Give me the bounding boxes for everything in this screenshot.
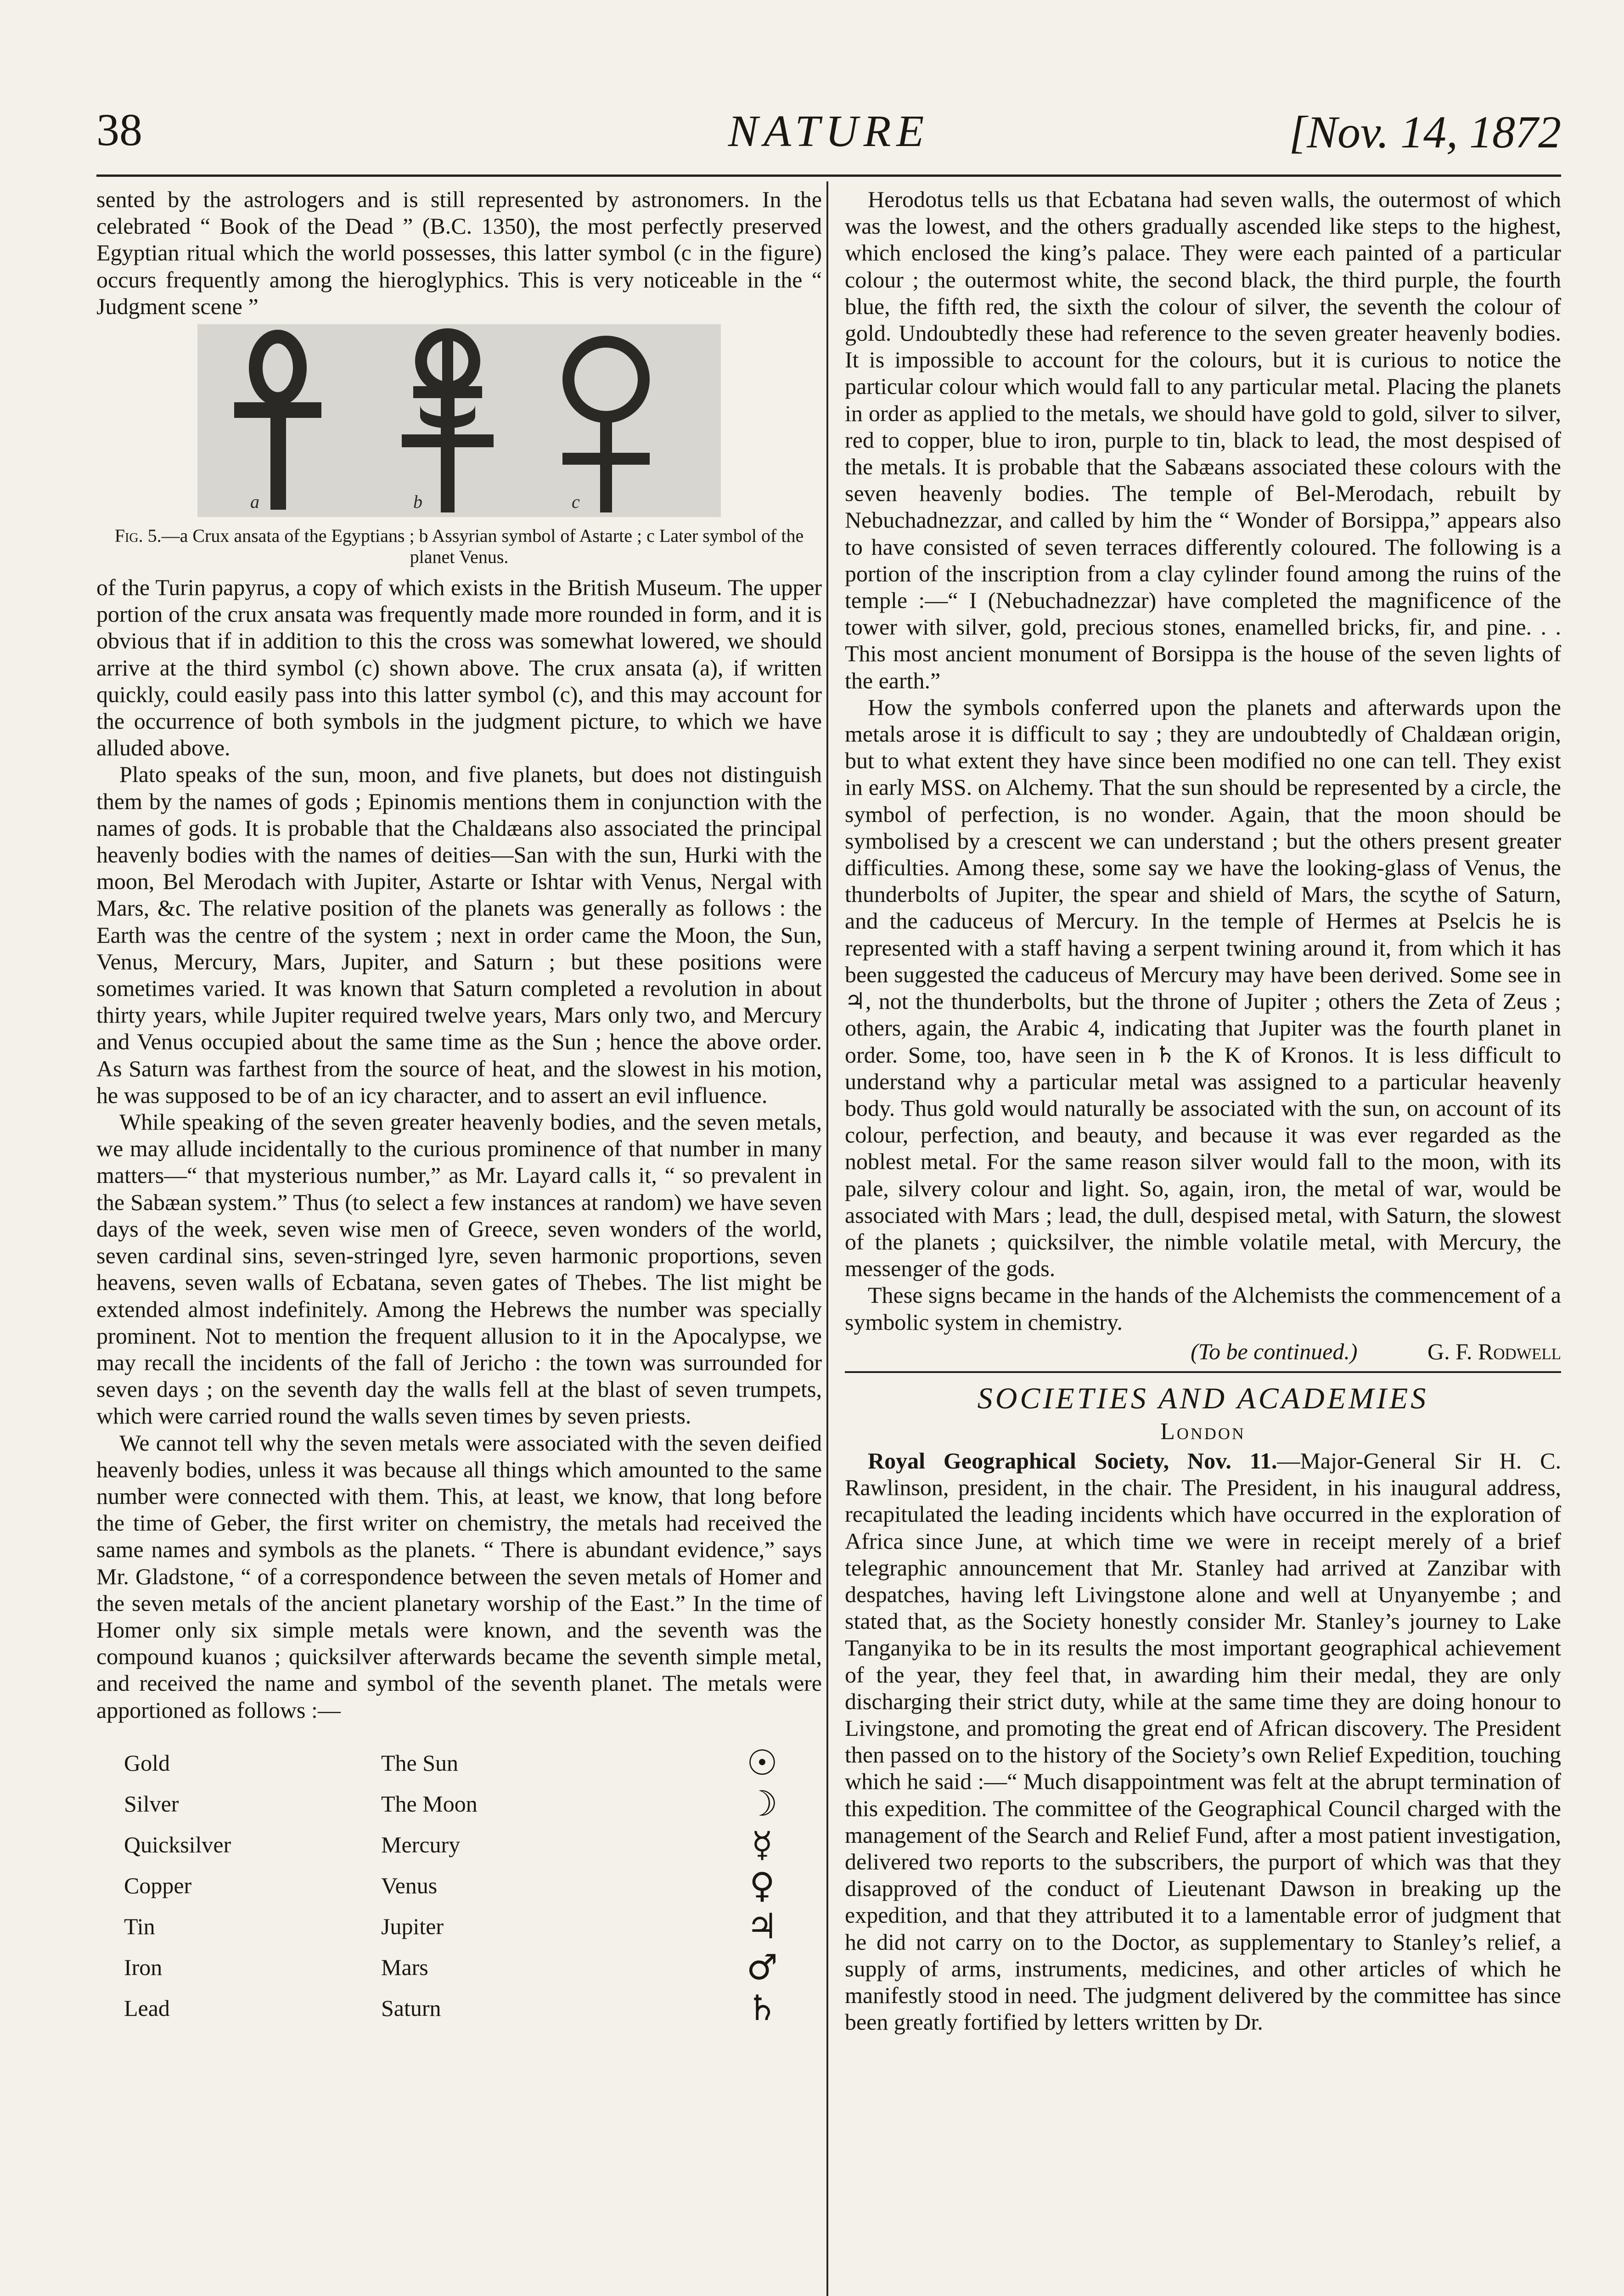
figure-5-illustration: [197, 324, 721, 517]
astarte-symbol: [402, 334, 494, 512]
jupiter-symbol-icon: ♃: [746, 1906, 778, 1947]
society-name: Royal Geographical Society, Nov. 11.: [868, 1447, 1277, 1474]
metal-cell: Copper: [124, 1873, 192, 1899]
article-signature: [845, 1338, 1561, 1365]
table-row: [124, 1906, 822, 1947]
table-row: [124, 1824, 822, 1865]
venus-symbol: [562, 342, 650, 512]
venus-symbol-icon: ♀: [749, 1865, 775, 1906]
society-report: [845, 1447, 1561, 2035]
table-row: [124, 1988, 822, 2029]
fig-label-c: c: [572, 491, 580, 512]
paragraph: sented by the astrologers and is still represented by astronomers. In the celebrated “ Book of the Dead ” (B.C. 1350), the most perfectly preserved Egyptian ritual which the world possesses, this latter symbol (c in the figure) occurs frequently among the hieroglyphics. This is very noticeable in the “ Judgment scene ”: [96, 186, 822, 319]
page-number: 38: [96, 104, 142, 155]
table-row: [124, 1865, 822, 1906]
right-column: [845, 186, 1561, 2035]
paragraph: While speaking of the seven greater heavenly bodies, and the seven metals, we may allude incidentally to the curious prominence of that number in many matters—“ that mysterious number,” as Mr. Layard calls it, “ so prevalent in the Sabæan system.” Thus (to select a few instances at random) we have seven days of the week, seven wise men of Greece, seven wonders of the world, seven cardinal sins, seven-stringed lyre, seven harmonic proportions, seven heavens, seven walls of Ecbatana, seven gates of Thebes. The list might be extended almost indefinitely. Among the Hebrews the number was specially prominent. Not to mention the frequent allusion to it in the Apocalypse, we may recall the incidents of the fall of Jericho : the town was surrounded for seven days ; on the seventh day the walls fell at the blast of seven trumpets, which were carried round the walls seven times by seven priests.: [96, 1109, 822, 1429]
page-header: [96, 103, 1561, 168]
journal-title: NATURE: [728, 107, 930, 156]
metal-cell: Gold: [124, 1750, 170, 1776]
planet-cell: Saturn: [381, 1995, 441, 2021]
saturn-symbol-icon: ♄: [746, 1987, 778, 2029]
metal-cell: Silver: [124, 1791, 179, 1817]
metal-cell: Quicksilver: [124, 1832, 231, 1858]
section-subtitle: London: [1160, 1418, 1246, 1445]
mars-symbol-icon: ♂: [746, 1947, 778, 1988]
table-row: [124, 1784, 822, 1824]
figure-caption: [96, 525, 822, 568]
figure-number: Fig. 5.: [114, 525, 162, 546]
section-rule: [845, 1371, 1561, 1373]
planet-cell: The Sun: [381, 1750, 459, 1776]
metal-cell: Lead: [124, 1995, 170, 2021]
mercury-symbol-icon: ☿: [751, 1824, 773, 1865]
fig-label-b: b: [413, 491, 422, 512]
table-row: [124, 1743, 822, 1784]
metal-cell: Tin: [124, 1913, 155, 1940]
planet-cell: Jupiter: [381, 1913, 444, 1940]
metal-cell: Iron: [124, 1954, 163, 1981]
paragraph: These signs became in the hands of the Alchemists the commencement of a symbolic system in chemistry.: [845, 1282, 1561, 1335]
figure-5: [197, 324, 721, 517]
column-divider: [826, 181, 828, 2296]
table-row: [124, 1947, 822, 1988]
society-report-text: —Major-General Sir H. C. Rawlinson, president, in the chair. The President, in his inaugural address, recapitulated the leading incidents which have occurred in the exploration of Africa since June, at which time we were in receipt merely of a brief telegraphic announcement that Mr. Stanley had arrived at Zanzibar with despatches, having left Livingstone alone and well at Unyanyembe ; and stated that, as the Society honestly consider Mr. Stanley’s journey to Lake Tanganyika to be in its results the most important geographical achievement of the year, they feel that, in awarding him their medal, they are only discharging their strict duty, while at the same time they are doing honour to Livingstone, and promoting the great end of African discovery. The President then passed on to the history of the Society’s own Relief Expedition, touching which he said :—“ Much disappointment was felt at the abrupt termination of this expedition. The committee of the Geographical Council charged with the management of the Search and Relief Fund, after a most patient investigation, delivered two reports to the subscribers, the purport of which was that they disapproved of the conduct of Lieutenant Dawson in breaking up the expedition, and that they attributed it to a lamentable error of judgment that he did not carry on to the Doctor, as supplementary to Stanley’s relief, a supply of arms, instruments, medicines, and other articles of which he manifestly stood in need. The judgment delivered by the committee has since been greatly fortified by letters written by Dr.: [845, 1447, 1561, 2035]
paragraph: How the symbols conferred upon the planets and afterwards upon the metals arose it is difficult to say ; they are undoubtedly of Chaldæan origin, but to what extent they have since been modified no one can tell. They exist in early MSS. on Alchemy. That the sun should be represented by a circle, the symbol of perfection, is no wonder. Again, that the moon should be symbolised by a crescent we can understand ; but the others present greater difficulties. Among these, some say we have the looking-glass of Venus, the thunderbolts of Jupiter, the spear and shield of Mars, the scythe of Saturn, and the caduceus of Mercury. In the temple of Hermes at Pselcis he is represented with a staff having a serpent twining around it, from which it has been suggested the caduceus of Mercury may have been derived. Some see in ♃, not the thunderbolts, but the throne of Jupiter ; others the Zeta of Zeus ; others, again, the Arabic 4, indicating that Jupiter was the fourth planet in order. Some, too, have seen in ♄ the K of Kronos. It is less difficult to understand why a particular metal was assigned to a particular heavenly body. Thus gold would naturally be associated with the sun, on account of its colour, perfection, and beauty, and because it was ever regarded as the noblest metal. For the same reason silver would fall to the moon, with its pale, silvery colour and light. So, again, iron, the metal of war, would be associated with Mars ; lead, the dull, despised metal, with Saturn, the slowest of the planets ; quicksilver, the nimble volatile metal, with Mercury, the messenger of the gods.: [845, 694, 1561, 1282]
left-column: [96, 186, 822, 2029]
fig-label-a: a: [250, 491, 259, 512]
header-rule: [96, 174, 1561, 177]
planet-cell: Mercury: [381, 1832, 461, 1858]
paragraph: Herodotus tells us that Ecbatana had seven walls, the outermost of which was the lowest, and the others gradually ascended like steps to the highest, which enclosed the king’s palace. They were each painted of a particular colour ; the outermost white, the second black, the third purple, the fourth blue, the fifth red, the sixth the colour of silver, the seventh the colour of gold. Undoubtedly these had reference to the seven greater heavenly bodies. It is impossible to account for the colours, but it is curious to notice the particular colour which would fall to any particular metal. Placing the planets in order as applied to the metals, we should have gold to gold, silver to silver, red to copper, blue to iron, purple to tin, black to lead, the most despised of the metals. It is probable that the Sabæans associated these colours with the seven heavenly bodies. The temple of Bel-Merodach, rebuilt by Nebuchadnezzar, and called by him the “ Wonder of Borsippa,” appears also to have consisted of seven terraces differently coloured. The following is a portion of the inscription from a clay cylinder found among the ruins of the temple :—“ I (Nebuchadnezzar) have completed the magnificence of the tower with silver, gold, precious stones, enamelled bricks, fir, and pine. . . This most ancient monument of Borsippa is the house of the seven lights of the earth.”: [845, 186, 1561, 693]
to-be-continued: (To be continued.): [1191, 1338, 1358, 1364]
paragraph: We cannot tell why the seven metals were associated with the seven deified heavenly bodies, unless it was because all things which amounted to the same number were connected with them. This, at least, we know, that long before the time of Geber, the first writer on chemistry, the metals had received the same names and symbols as the planets. “ There is abundant evidence,” says Mr. Gladstone, “ of a correspondence between the seven metals of Homer and the seven metals of the ancient planetary worship of the East.” In the time of Homer only six simple metals were known, and the seventh was the compound kuanos ; quicksilver afterwards became the seventh simple metal, and received the name and symbol of the seventh planet. The metals were apportioned as follows :—: [96, 1429, 822, 1723]
moon-symbol-icon: ☽: [746, 1783, 778, 1824]
planet-cell: Venus: [381, 1873, 438, 1899]
crux-ansata-symbol: [234, 337, 321, 510]
figure-caption-text: —a Crux ansata of the Egyptians ; b Assyrian symbol of Astarte ; c Later symbol of the planet Venus.: [161, 525, 804, 568]
planet-cell: The Moon: [381, 1791, 478, 1817]
issue-date: [Nov. 14, 1872: [1289, 107, 1561, 158]
paragraph: Plato speaks of the sun, moon, and five planets, but does not distinguish them by the names of gods ; Epinomis mentions them in conjunction with the names of gods. It is probable that the Chaldæans also associated the principal heavenly bodies with the names of deities—San with the sun, Hurki with the moon, Bel Merodach with Jupiter, Astarte or Ishtar with Venus, Nergal with Mars, &c. The relative position of the planets was generally as follows : the Earth was the centre of the system ; next in order came the Moon, the Sun, Venus, Mercury, Mars, Jupiter, and Saturn ; but these positions were sometimes varied. It was known that Saturn completed a revolution in about thirty years, while Jupiter required twelve years, Mars only two, and Mercury and Venus occupied about the same time as the Sun ; hence the above order. As Saturn was farthest from the source of heat, and the slowest in his motion, he was supposed to be of an icy character, and to assert an evil influence.: [96, 761, 822, 1108]
planet-cell: Mars: [381, 1954, 428, 1981]
paragraph: of the Turin papyrus, a copy of which exists in the British Museum. The upper portion of the crux ansata was frequently made more rounded in form, and it is obvious that if in addition to this the cross was somewhat lowered, we should arrive at the third symbol (c) shown above. The crux ansata (a), if written quickly, could easily pass into this latter symbol (c), and this may account for the occurrence of both symbols in the judgment picture, to which we have alluded above.: [96, 574, 822, 761]
section-title: SOCIETIES AND ACADEMIES: [977, 1381, 1429, 1415]
sun-symbol-icon: ☉: [746, 1742, 778, 1784]
author-name: G. F. Rodwell: [1427, 1338, 1561, 1364]
metals-planets-table: [124, 1743, 822, 2029]
